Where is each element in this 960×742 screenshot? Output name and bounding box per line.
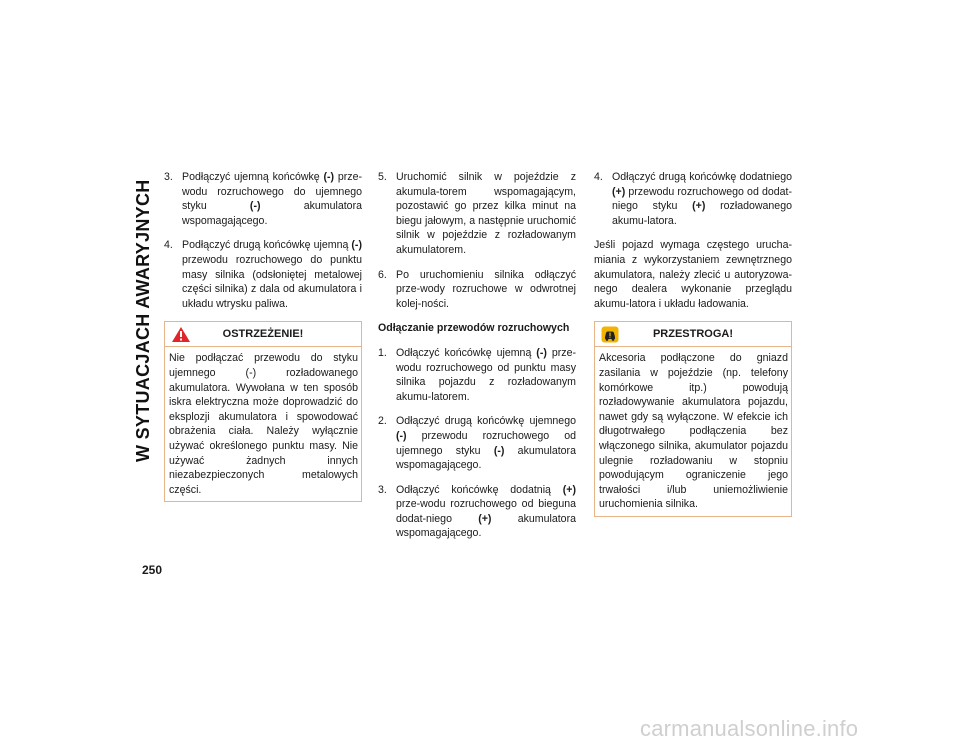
caution-text: Akcesoria podłączone do gniazd zasilania w pojeździe (np. telefony komórkowe itp.) powodują rozładowywanie akumulatora pojazdu, nawet gdy są wyłączone. W efekcie ich długotrwałego podłączenia bez włączonego silnika, akumulator pojazdu ulegnie rozładowaniu w stopniu powodującym ograniczenie jego trwałości i/lub uniemożliwienie uruchomienia silnika. bbox=[599, 352, 788, 511]
caution-title: PRZESTROGA! bbox=[652, 328, 734, 341]
step-number: 3. bbox=[164, 171, 173, 183]
step-number: 3. bbox=[378, 483, 387, 496]
disconnect-step-4: 4. Odłączyć drugą końcówkę dodatniego (+) przewodu rozruchowego od dodat-niego styku (+) rozładowanego akumu-latora. bbox=[594, 171, 792, 227]
step-number: 5. bbox=[378, 171, 387, 183]
warning-header bbox=[165, 322, 361, 347]
step-4-connect: 4. Podłączyć drugą końcówkę ujemną (-) przewodu rozruchowego do punktu masy silnika (odsłoniętej metalowej części silnika) z dala od akumulatora i układu wtrysku paliwa. bbox=[164, 239, 362, 310]
step-6-disconnect: 6. Po uruchomieniu silnika odłączyć prze-wody rozruchowe w odwrotnej kolej-ności. bbox=[378, 268, 576, 310]
caution-box bbox=[594, 321, 792, 517]
step-number: 1. bbox=[378, 346, 387, 359]
section-title-vertical: W SYTUACJACH AWARYJNYCH bbox=[133, 179, 153, 462]
step-number: 4. bbox=[164, 239, 173, 252]
section-heading: Odłączanie przewodów rozruchowych bbox=[378, 322, 570, 335]
disconnect-step-3: 3. Odłączyć końcówkę dodatnią (+) prze-wodu rozruchowego od bieguna dodat-niego (+) akumulatora wspomagającego. bbox=[378, 483, 576, 540]
column-3 bbox=[594, 170, 792, 517]
warning-text: Nie podłączać przewodu do styku ujemnego (-) rozładowanego akumulatora. Wywołana w ten sposób iskra elektryczna może doprowadzić do eksplozji akumulatora i spowodować obrażenia ciała. Należy wyłącznie używać określonego punktu masy. Nie używać żadnych innych niezabezpieczonych metalowych części. bbox=[169, 352, 358, 496]
car-caution-icon bbox=[601, 326, 619, 343]
step-number: 4. bbox=[594, 171, 603, 183]
step-number: 6. bbox=[378, 268, 387, 281]
step-number: 2. bbox=[378, 415, 387, 428]
column-2 bbox=[378, 170, 576, 551]
step-3-connect: 3. Podłączyć ujemną końcówkę (-) prze-wodu rozruchowego do ujemnego styku (-) akumulatora wspomagającego. bbox=[164, 171, 362, 227]
warning-title: OSTRZEŻENIE! bbox=[222, 328, 304, 341]
watermark-footer: carmanualsonline.info bbox=[640, 716, 859, 741]
disconnect-step-2: 2. Odłączyć drugą końcówkę ujemnego (-) przewodu rozruchowego od ujemnego styku (-) akumulatora wspomagającego. bbox=[378, 415, 576, 472]
warning-box bbox=[164, 321, 362, 502]
caution-header bbox=[595, 322, 791, 347]
warning-triangle-icon bbox=[171, 326, 191, 343]
column-1 bbox=[164, 170, 362, 502]
disconnect-step-1: 1. Odłączyć końcówkę ujemną (-) prze-wodu rozruchowego od punktu masy silnika pojazdu z rozładowanym akumu-latorem. bbox=[378, 346, 576, 403]
service-note-paragraph: Jeśli pojazd wymaga częstego urucha-miania z wykorzystaniem zewnętrznego akumulatora, należy zlecić u autoryzowa-nego dealera wykonanie przeglądu akumu-latora i układu ładowania. bbox=[594, 239, 792, 310]
page-number: 250 bbox=[142, 563, 163, 577]
step-5-start: 5. Uruchomić silnik w pojeździe z akumula-torem wspomagającym, pozostawić go przez kilka minut na biegu jałowym, a następnie uruchomić silnik w pojeździe z rozładowanym akumulatorem. bbox=[378, 171, 576, 256]
